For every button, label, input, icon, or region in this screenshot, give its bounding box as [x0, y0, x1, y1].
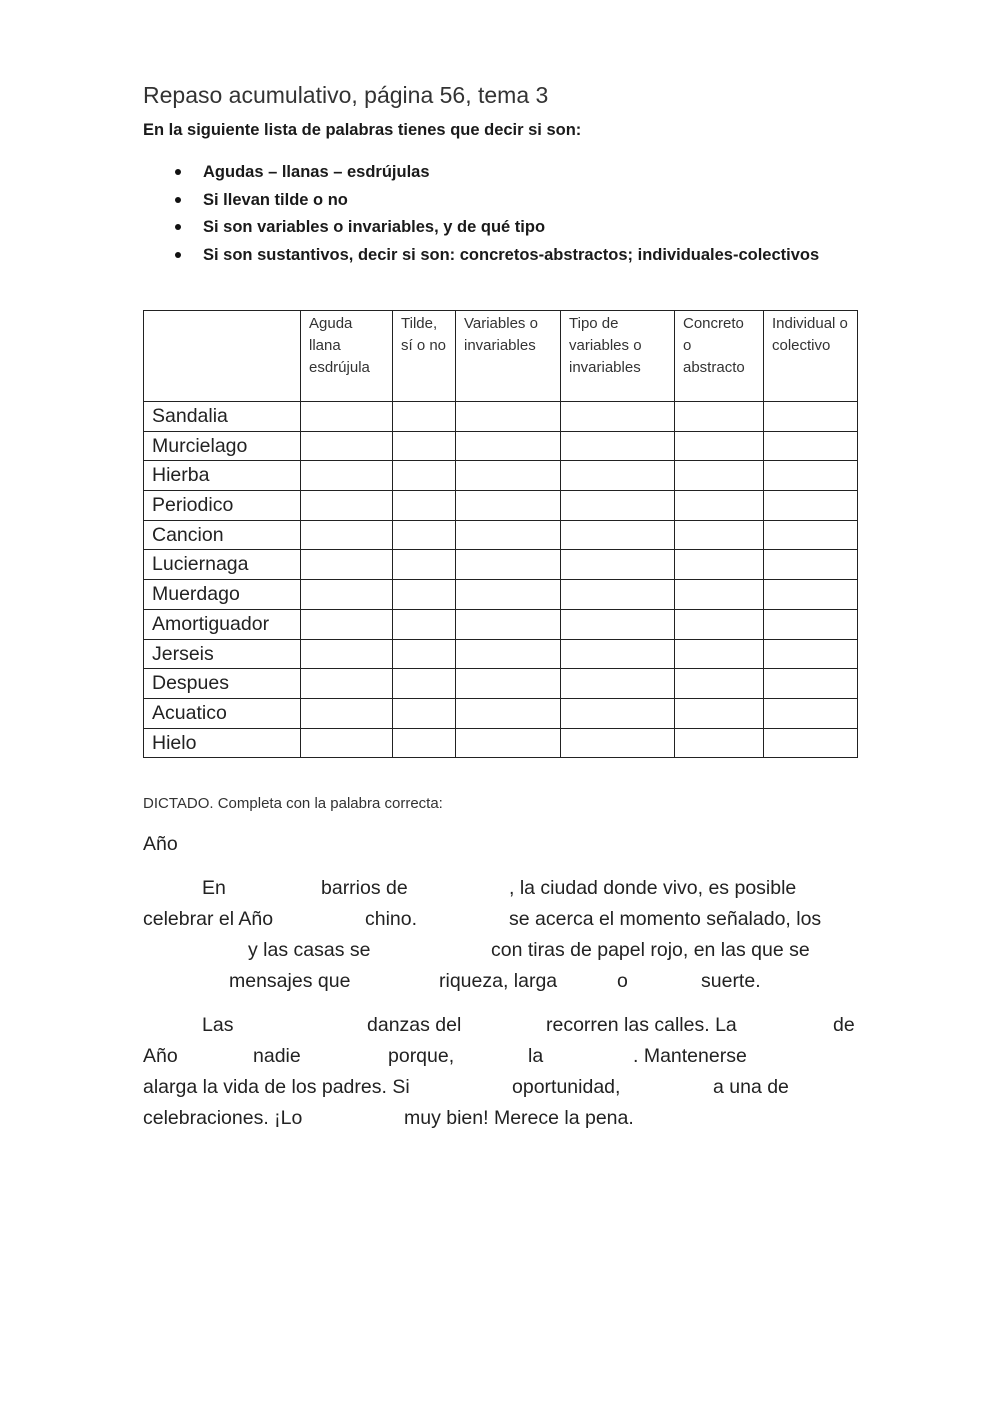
answer-cell[interactable] [675, 431, 764, 461]
answer-cell[interactable] [456, 639, 561, 669]
table-header-row [144, 311, 858, 402]
answer-cell[interactable] [764, 461, 858, 491]
word-cell: Sandalia [144, 402, 301, 432]
answer-cell[interactable] [675, 520, 764, 550]
answer-cell[interactable] [301, 550, 393, 580]
answer-cell[interactable] [393, 698, 456, 728]
answer-cell[interactable] [764, 669, 858, 699]
word-cell: Hierba [144, 461, 301, 491]
answer-cell[interactable] [764, 698, 858, 728]
answer-cell[interactable] [393, 669, 456, 699]
answer-cell[interactable] [675, 698, 764, 728]
list-item: Si llevan tilde o no [143, 188, 819, 216]
answer-cell[interactable] [301, 728, 393, 758]
bullet-icon [175, 169, 181, 175]
table-row [144, 609, 858, 639]
bullet-icon [175, 197, 181, 203]
answer-cell[interactable] [675, 728, 764, 758]
answer-cell[interactable] [561, 669, 675, 699]
answer-cell[interactable] [675, 669, 764, 699]
answer-cell[interactable] [301, 431, 393, 461]
page-title: Repaso acumulativo, página 56, tema 3 [143, 82, 549, 108]
answer-cell[interactable] [675, 609, 764, 639]
answer-cell[interactable] [764, 550, 858, 580]
answer-cell[interactable] [301, 520, 393, 550]
header-tilde: Tilde, sí o no [393, 311, 456, 402]
answer-cell[interactable] [456, 669, 561, 699]
answer-cell[interactable] [301, 639, 393, 669]
header-tipo: Tipo de variables o invariables [561, 311, 675, 402]
answer-cell[interactable] [456, 402, 561, 432]
table-row [144, 728, 858, 758]
answer-cell[interactable] [456, 431, 561, 461]
header-empty [144, 311, 301, 402]
answer-cell[interactable] [561, 728, 675, 758]
answer-cell[interactable] [456, 520, 561, 550]
bullet-icon [175, 224, 181, 230]
answer-cell[interactable] [393, 728, 456, 758]
answer-cell[interactable] [561, 461, 675, 491]
answer-cell[interactable] [675, 491, 764, 521]
answer-cell[interactable] [764, 431, 858, 461]
answer-cell[interactable] [301, 491, 393, 521]
answer-cell[interactable] [764, 491, 858, 521]
table-row [144, 491, 858, 521]
word-cell: Jerseis [144, 639, 301, 669]
answer-cell[interactable] [456, 491, 561, 521]
header-aguda: Aguda llana esdrújula [301, 311, 393, 402]
answer-cell[interactable] [393, 609, 456, 639]
header-variables: Variables o invariables [456, 311, 561, 402]
answer-cell[interactable] [393, 431, 456, 461]
word-cell: Acuatico [144, 698, 301, 728]
answer-cell[interactable] [561, 550, 675, 580]
table-row [144, 520, 858, 550]
table-row [144, 431, 858, 461]
word-cell: Hielo [144, 728, 301, 758]
answer-cell[interactable] [561, 639, 675, 669]
answer-cell[interactable] [393, 461, 456, 491]
answer-cell[interactable] [456, 550, 561, 580]
answer-cell[interactable] [764, 639, 858, 669]
header-concreto: Concreto o abstracto [675, 311, 764, 402]
answer-cell[interactable] [764, 520, 858, 550]
answer-cell[interactable] [301, 698, 393, 728]
answer-cell[interactable] [456, 580, 561, 610]
table-row [144, 550, 858, 580]
answer-cell[interactable] [393, 550, 456, 580]
word-cell: Luciernaga [144, 550, 301, 580]
answer-cell[interactable] [764, 402, 858, 432]
answer-cell[interactable] [456, 698, 561, 728]
answer-cell[interactable] [301, 580, 393, 610]
answer-cell[interactable] [561, 609, 675, 639]
answer-cell[interactable] [561, 402, 675, 432]
answer-cell[interactable] [675, 580, 764, 610]
table-row [144, 580, 858, 610]
answer-cell[interactable] [561, 520, 675, 550]
answer-cell[interactable] [675, 461, 764, 491]
answer-cell[interactable] [393, 491, 456, 521]
answer-cell[interactable] [675, 639, 764, 669]
answer-cell[interactable] [393, 639, 456, 669]
intro-text: En la siguiente lista de palabras tienes que decir si son: [143, 121, 582, 139]
answer-cell[interactable] [764, 580, 858, 610]
word-cell: Despues [144, 669, 301, 699]
answer-cell[interactable] [301, 609, 393, 639]
answer-cell[interactable] [675, 550, 764, 580]
table-row [144, 402, 858, 432]
answer-cell[interactable] [561, 431, 675, 461]
answer-cell[interactable] [561, 491, 675, 521]
criteria-list [143, 160, 819, 271]
answer-cell[interactable] [456, 461, 561, 491]
word-cell: Periodico [144, 491, 301, 521]
answer-cell[interactable] [393, 402, 456, 432]
answer-cell[interactable] [675, 402, 764, 432]
table-row [144, 461, 858, 491]
header-individual: Individual o colectivo [764, 311, 858, 402]
word-cell: Cancion [144, 520, 301, 550]
answer-cell[interactable] [456, 609, 561, 639]
answer-cell[interactable] [301, 669, 393, 699]
answer-cell[interactable] [301, 461, 393, 491]
answer-cell[interactable] [393, 520, 456, 550]
list-item: Si son variables o invariables, y de qué tipo [143, 215, 819, 243]
answer-cell[interactable] [561, 580, 675, 610]
answer-cell[interactable] [764, 728, 858, 758]
answer-cell[interactable] [764, 609, 858, 639]
word-cell: Amortiguador [144, 609, 301, 639]
answer-cell[interactable] [301, 402, 393, 432]
table-row [144, 698, 858, 728]
dictado-label: DICTADO. Completa con la palabra correcta: [143, 795, 443, 812]
table-row [144, 669, 858, 699]
answer-cell[interactable] [456, 728, 561, 758]
word-classification-table [143, 310, 858, 758]
bullet-icon [175, 252, 181, 258]
table-row [144, 639, 858, 669]
dictado-heading: Año [143, 833, 178, 855]
word-cell: Muerdago [144, 580, 301, 610]
answer-cell[interactable] [393, 580, 456, 610]
list-item: Si son sustantivos, decir si son: concretos-abstractos; individuales-colectivos [143, 243, 819, 271]
answer-cell[interactable] [561, 698, 675, 728]
word-cell: Murcielago [144, 431, 301, 461]
list-item: Agudas – llanas – esdrújulas [143, 160, 819, 188]
